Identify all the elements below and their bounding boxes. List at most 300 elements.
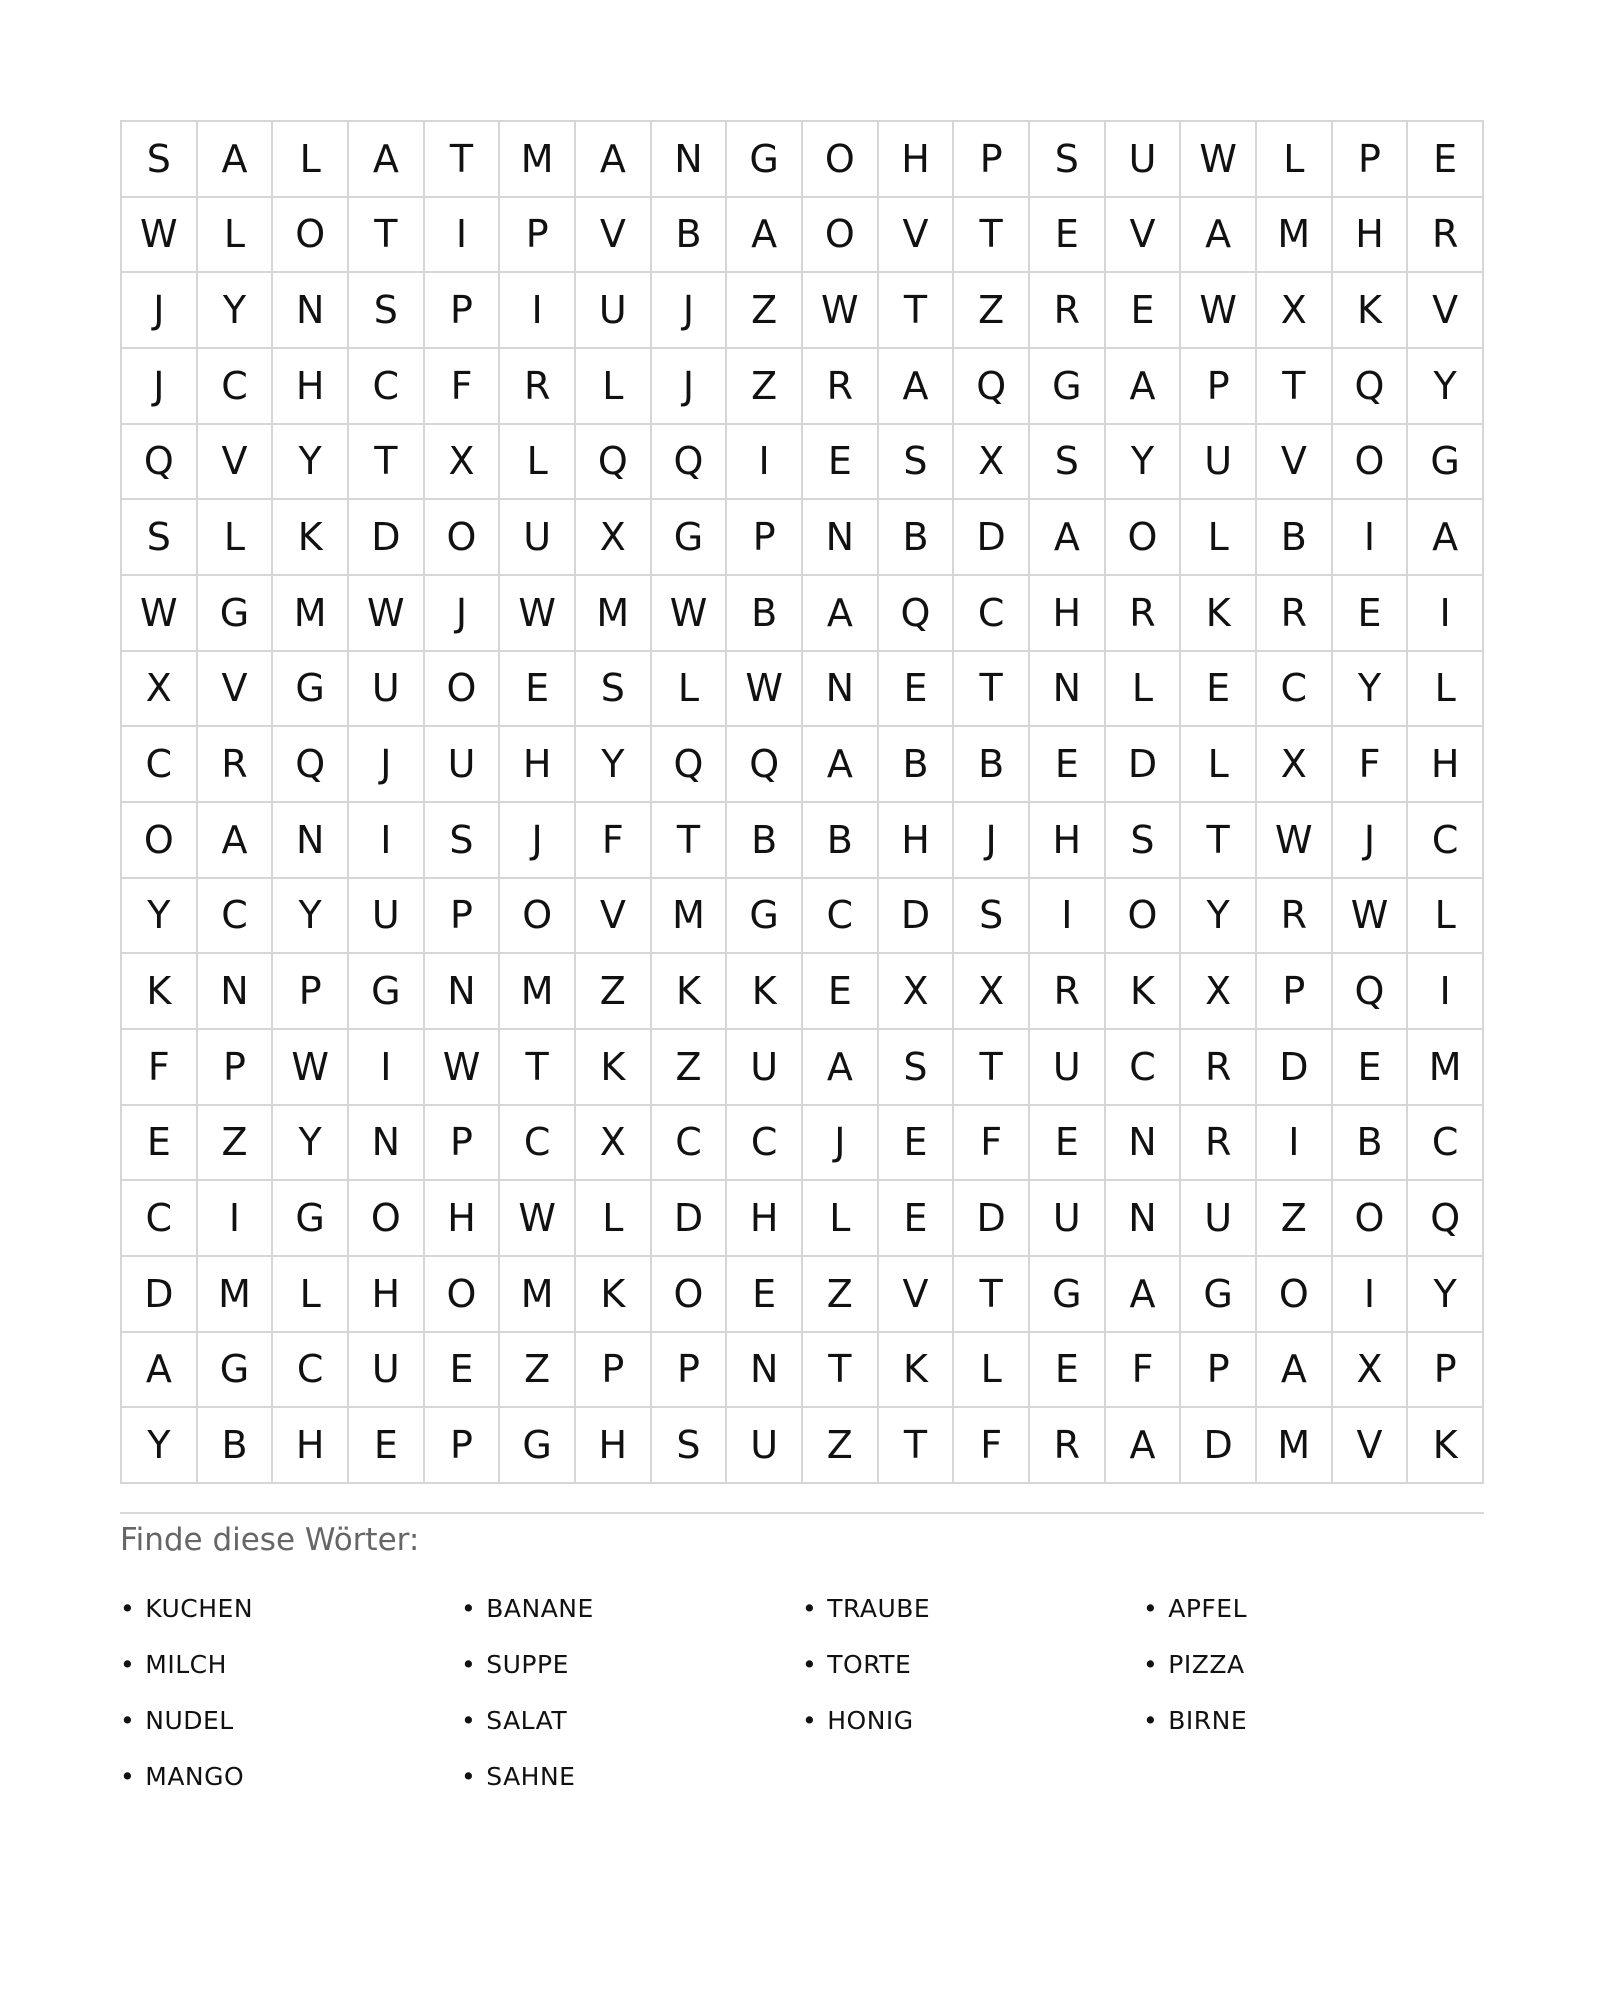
grid-cell[interactable]: X <box>122 652 198 728</box>
grid-cell[interactable]: L <box>273 122 349 198</box>
grid-cell[interactable]: R <box>1181 1106 1257 1182</box>
grid-cell[interactable]: S <box>879 1030 955 1106</box>
grid-cell[interactable]: R <box>1257 879 1333 955</box>
grid-cell[interactable]: C <box>1106 1030 1182 1106</box>
grid-cell[interactable]: B <box>1333 1106 1409 1182</box>
grid-cell[interactable]: V <box>198 652 274 728</box>
grid-cell[interactable]: J <box>954 803 1030 879</box>
grid-cell[interactable]: N <box>1030 652 1106 728</box>
grid-cell[interactable]: T <box>652 803 728 879</box>
grid-cell[interactable]: Q <box>576 425 652 501</box>
grid-cell[interactable]: J <box>349 727 425 803</box>
grid-cell[interactable]: V <box>1106 198 1182 274</box>
grid-cell[interactable]: A <box>576 122 652 198</box>
grid-cell[interactable]: B <box>198 1408 274 1484</box>
grid-cell[interactable]: L <box>500 425 576 501</box>
grid-cell[interactable]: T <box>954 1030 1030 1106</box>
grid-cell[interactable]: G <box>273 1181 349 1257</box>
grid-cell[interactable]: E <box>1030 727 1106 803</box>
grid-cell[interactable]: Q <box>652 727 728 803</box>
grid-cell[interactable]: Z <box>1257 1181 1333 1257</box>
grid-cell[interactable]: H <box>1333 198 1409 274</box>
grid-cell[interactable]: K <box>576 1257 652 1333</box>
grid-cell[interactable]: I <box>1408 954 1484 1030</box>
grid-cell[interactable]: C <box>803 879 879 955</box>
grid-cell[interactable]: I <box>1257 1106 1333 1182</box>
grid-cell[interactable]: R <box>500 349 576 425</box>
grid-cell[interactable]: U <box>1106 122 1182 198</box>
grid-cell[interactable]: P <box>727 500 803 576</box>
grid-cell[interactable]: U <box>349 652 425 728</box>
grid-cell[interactable]: P <box>273 954 349 1030</box>
grid-cell[interactable]: Y <box>576 727 652 803</box>
grid-cell[interactable]: H <box>1030 576 1106 652</box>
grid-cell[interactable]: W <box>652 576 728 652</box>
grid-cell[interactable]: N <box>349 1106 425 1182</box>
grid-cell[interactable]: P <box>500 198 576 274</box>
grid-cell[interactable]: P <box>1408 1333 1484 1409</box>
grid-cell[interactable]: Q <box>1333 349 1409 425</box>
grid-cell[interactable]: Y <box>273 879 349 955</box>
grid-cell[interactable]: S <box>652 1408 728 1484</box>
grid-cell[interactable]: C <box>122 727 198 803</box>
grid-cell[interactable]: U <box>1181 425 1257 501</box>
grid-cell[interactable]: W <box>803 273 879 349</box>
grid-cell[interactable]: I <box>1408 576 1484 652</box>
grid-cell[interactable]: L <box>1181 500 1257 576</box>
grid-cell[interactable]: L <box>1181 727 1257 803</box>
grid-cell[interactable]: T <box>879 273 955 349</box>
grid-cell[interactable]: D <box>879 879 955 955</box>
grid-cell[interactable]: Y <box>122 879 198 955</box>
grid-cell[interactable]: G <box>273 652 349 728</box>
grid-cell[interactable]: R <box>1106 576 1182 652</box>
grid-cell[interactable]: X <box>954 954 1030 1030</box>
grid-cell[interactable]: D <box>954 1181 1030 1257</box>
grid-cell[interactable]: J <box>652 349 728 425</box>
grid-cell[interactable]: X <box>576 1106 652 1182</box>
grid-cell[interactable]: U <box>500 500 576 576</box>
grid-cell[interactable]: I <box>727 425 803 501</box>
grid-cell[interactable]: K <box>879 1333 955 1409</box>
grid-cell[interactable]: S <box>576 652 652 728</box>
grid-cell[interactable]: L <box>1408 879 1484 955</box>
grid-cell[interactable]: Z <box>727 349 803 425</box>
grid-cell[interactable]: E <box>1030 198 1106 274</box>
grid-cell[interactable]: O <box>1106 879 1182 955</box>
grid-cell[interactable]: J <box>122 273 198 349</box>
grid-cell[interactable]: C <box>198 349 274 425</box>
grid-cell[interactable]: M <box>652 879 728 955</box>
grid-cell[interactable]: Z <box>803 1257 879 1333</box>
grid-cell[interactable]: J <box>1333 803 1409 879</box>
grid-cell[interactable]: F <box>425 349 501 425</box>
grid-cell[interactable]: I <box>500 273 576 349</box>
grid-cell[interactable]: D <box>954 500 1030 576</box>
grid-cell[interactable]: G <box>349 954 425 1030</box>
grid-cell[interactable]: E <box>879 1181 955 1257</box>
grid-cell[interactable]: Y <box>1408 349 1484 425</box>
grid-cell[interactable]: R <box>1030 954 1106 1030</box>
grid-cell[interactable]: N <box>425 954 501 1030</box>
grid-cell[interactable]: Q <box>652 425 728 501</box>
grid-cell[interactable]: K <box>727 954 803 1030</box>
grid-cell[interactable]: A <box>198 803 274 879</box>
grid-cell[interactable]: O <box>425 652 501 728</box>
grid-cell[interactable]: V <box>1408 273 1484 349</box>
grid-cell[interactable]: H <box>425 1181 501 1257</box>
grid-cell[interactable]: X <box>1257 727 1333 803</box>
grid-cell[interactable]: D <box>1106 727 1182 803</box>
grid-cell[interactable]: W <box>727 652 803 728</box>
grid-cell[interactable]: R <box>1030 1408 1106 1484</box>
grid-cell[interactable]: R <box>1030 273 1106 349</box>
grid-cell[interactable]: T <box>954 1257 1030 1333</box>
grid-cell[interactable]: G <box>500 1408 576 1484</box>
grid-cell[interactable]: Y <box>1106 425 1182 501</box>
grid-cell[interactable]: H <box>879 122 955 198</box>
grid-cell[interactable]: W <box>273 1030 349 1106</box>
grid-cell[interactable]: W <box>500 1181 576 1257</box>
grid-cell[interactable]: C <box>349 349 425 425</box>
grid-cell[interactable]: W <box>122 576 198 652</box>
grid-cell[interactable]: W <box>1181 122 1257 198</box>
grid-cell[interactable]: G <box>198 1333 274 1409</box>
grid-cell[interactable]: B <box>1257 500 1333 576</box>
grid-cell[interactable]: L <box>198 500 274 576</box>
grid-cell[interactable]: X <box>1257 273 1333 349</box>
grid-cell[interactable]: V <box>879 1257 955 1333</box>
grid-cell[interactable]: F <box>1106 1333 1182 1409</box>
grid-cell[interactable]: X <box>879 954 955 1030</box>
grid-cell[interactable]: C <box>500 1106 576 1182</box>
grid-cell[interactable]: R <box>1181 1030 1257 1106</box>
grid-cell[interactable]: X <box>1181 954 1257 1030</box>
grid-cell[interactable]: P <box>1257 954 1333 1030</box>
grid-cell[interactable]: K <box>1106 954 1182 1030</box>
grid-cell[interactable]: C <box>954 576 1030 652</box>
grid-cell[interactable]: T <box>954 652 1030 728</box>
grid-cell[interactable]: N <box>273 273 349 349</box>
grid-cell[interactable]: G <box>727 879 803 955</box>
grid-cell[interactable]: X <box>576 500 652 576</box>
grid-cell[interactable]: B <box>652 198 728 274</box>
grid-cell[interactable]: Z <box>576 954 652 1030</box>
grid-cell[interactable]: U <box>349 879 425 955</box>
grid-cell[interactable]: T <box>349 425 425 501</box>
grid-cell[interactable]: O <box>803 122 879 198</box>
grid-cell[interactable]: K <box>1408 1408 1484 1484</box>
grid-cell[interactable]: P <box>1333 122 1409 198</box>
grid-cell[interactable]: P <box>425 1408 501 1484</box>
grid-cell[interactable]: A <box>349 122 425 198</box>
grid-cell[interactable]: Y <box>122 1408 198 1484</box>
grid-cell[interactable]: X <box>1333 1333 1409 1409</box>
grid-cell[interactable]: Q <box>122 425 198 501</box>
grid-cell[interactable]: Z <box>652 1030 728 1106</box>
grid-cell[interactable]: A <box>803 1030 879 1106</box>
grid-cell[interactable]: O <box>652 1257 728 1333</box>
grid-cell[interactable]: K <box>652 954 728 1030</box>
grid-cell[interactable]: N <box>1106 1106 1182 1182</box>
grid-cell[interactable]: M <box>500 954 576 1030</box>
grid-cell[interactable]: C <box>652 1106 728 1182</box>
grid-cell[interactable]: L <box>273 1257 349 1333</box>
grid-cell[interactable]: Q <box>727 727 803 803</box>
grid-cell[interactable]: Z <box>954 273 1030 349</box>
grid-cell[interactable]: P <box>425 879 501 955</box>
grid-cell[interactable]: R <box>198 727 274 803</box>
grid-cell[interactable]: T <box>803 1333 879 1409</box>
grid-cell[interactable]: U <box>349 1333 425 1409</box>
grid-cell[interactable]: A <box>727 198 803 274</box>
grid-cell[interactable]: O <box>500 879 576 955</box>
grid-cell[interactable]: F <box>1333 727 1409 803</box>
grid-cell[interactable]: N <box>803 652 879 728</box>
grid-cell[interactable]: C <box>198 879 274 955</box>
grid-cell[interactable]: A <box>1030 500 1106 576</box>
grid-cell[interactable]: M <box>576 576 652 652</box>
grid-cell[interactable]: E <box>1030 1333 1106 1409</box>
grid-cell[interactable]: D <box>1181 1408 1257 1484</box>
grid-cell[interactable]: Y <box>273 1106 349 1182</box>
grid-cell[interactable]: O <box>349 1181 425 1257</box>
grid-cell[interactable]: B <box>954 727 1030 803</box>
grid-cell[interactable]: M <box>1408 1030 1484 1106</box>
grid-cell[interactable]: T <box>425 122 501 198</box>
grid-cell[interactable]: G <box>198 576 274 652</box>
grid-cell[interactable]: S <box>1106 803 1182 879</box>
grid-cell[interactable]: A <box>122 1333 198 1409</box>
grid-cell[interactable]: T <box>1257 349 1333 425</box>
grid-cell[interactable]: H <box>879 803 955 879</box>
grid-cell[interactable]: G <box>727 122 803 198</box>
grid-cell[interactable]: S <box>349 273 425 349</box>
grid-cell[interactable]: Y <box>1333 652 1409 728</box>
grid-cell[interactable]: F <box>954 1106 1030 1182</box>
grid-cell[interactable]: I <box>198 1181 274 1257</box>
grid-cell[interactable]: M <box>273 576 349 652</box>
grid-cell[interactable]: C <box>273 1333 349 1409</box>
grid-cell[interactable]: H <box>273 1408 349 1484</box>
grid-cell[interactable]: V <box>879 198 955 274</box>
grid-cell[interactable]: Z <box>803 1408 879 1484</box>
grid-cell[interactable]: L <box>1257 122 1333 198</box>
grid-cell[interactable]: R <box>1257 576 1333 652</box>
grid-cell[interactable]: E <box>425 1333 501 1409</box>
grid-cell[interactable]: O <box>273 198 349 274</box>
grid-cell[interactable]: S <box>122 500 198 576</box>
grid-cell[interactable]: V <box>576 879 652 955</box>
grid-cell[interactable]: K <box>576 1030 652 1106</box>
grid-cell[interactable]: M <box>1257 198 1333 274</box>
grid-cell[interactable]: B <box>803 803 879 879</box>
grid-cell[interactable]: L <box>954 1333 1030 1409</box>
grid-cell[interactable]: T <box>879 1408 955 1484</box>
grid-cell[interactable]: N <box>273 803 349 879</box>
grid-cell[interactable]: N <box>727 1333 803 1409</box>
grid-cell[interactable]: U <box>727 1030 803 1106</box>
grid-cell[interactable]: G <box>1408 425 1484 501</box>
grid-cell[interactable]: E <box>1408 122 1484 198</box>
grid-cell[interactable]: Y <box>273 425 349 501</box>
grid-cell[interactable]: B <box>879 727 955 803</box>
grid-cell[interactable]: A <box>1106 1257 1182 1333</box>
grid-cell[interactable]: O <box>425 500 501 576</box>
grid-cell[interactable]: E <box>803 425 879 501</box>
grid-cell[interactable]: H <box>727 1181 803 1257</box>
grid-cell[interactable]: W <box>122 198 198 274</box>
grid-cell[interactable]: W <box>425 1030 501 1106</box>
grid-cell[interactable]: S <box>1030 425 1106 501</box>
grid-cell[interactable]: G <box>652 500 728 576</box>
grid-cell[interactable]: M <box>198 1257 274 1333</box>
grid-cell[interactable]: D <box>349 500 425 576</box>
grid-cell[interactable]: V <box>576 198 652 274</box>
grid-cell[interactable]: A <box>1181 198 1257 274</box>
grid-cell[interactable]: F <box>576 803 652 879</box>
grid-cell[interactable]: P <box>954 122 1030 198</box>
grid-cell[interactable]: O <box>425 1257 501 1333</box>
grid-cell[interactable]: Z <box>500 1333 576 1409</box>
grid-cell[interactable]: E <box>727 1257 803 1333</box>
grid-cell[interactable]: G <box>1030 349 1106 425</box>
grid-cell[interactable]: Y <box>1181 879 1257 955</box>
grid-cell[interactable]: E <box>1333 1030 1409 1106</box>
grid-cell[interactable]: H <box>349 1257 425 1333</box>
grid-cell[interactable]: W <box>349 576 425 652</box>
grid-cell[interactable]: D <box>652 1181 728 1257</box>
grid-cell[interactable]: E <box>1333 576 1409 652</box>
grid-cell[interactable]: T <box>500 1030 576 1106</box>
grid-cell[interactable]: S <box>879 425 955 501</box>
grid-cell[interactable]: O <box>1333 1181 1409 1257</box>
grid-cell[interactable]: B <box>727 803 803 879</box>
grid-cell[interactable]: V <box>1333 1408 1409 1484</box>
grid-cell[interactable]: E <box>122 1106 198 1182</box>
grid-cell[interactable]: K <box>273 500 349 576</box>
grid-cell[interactable]: R <box>1408 198 1484 274</box>
grid-cell[interactable]: U <box>425 727 501 803</box>
grid-cell[interactable]: C <box>122 1181 198 1257</box>
grid-cell[interactable]: X <box>954 425 1030 501</box>
grid-cell[interactable]: N <box>803 500 879 576</box>
grid-cell[interactable]: Z <box>198 1106 274 1182</box>
grid-cell[interactable]: L <box>1408 652 1484 728</box>
grid-cell[interactable]: E <box>1030 1106 1106 1182</box>
grid-cell[interactable]: A <box>803 727 879 803</box>
grid-cell[interactable]: T <box>1181 803 1257 879</box>
grid-cell[interactable]: T <box>349 198 425 274</box>
grid-cell[interactable]: Z <box>727 273 803 349</box>
grid-cell[interactable]: F <box>122 1030 198 1106</box>
grid-cell[interactable]: P <box>576 1333 652 1409</box>
grid-cell[interactable]: K <box>1181 576 1257 652</box>
grid-cell[interactable]: L <box>803 1181 879 1257</box>
grid-cell[interactable]: P <box>425 273 501 349</box>
grid-cell[interactable]: E <box>803 954 879 1030</box>
grid-cell[interactable]: I <box>425 198 501 274</box>
grid-cell[interactable]: I <box>1030 879 1106 955</box>
grid-cell[interactable]: D <box>122 1257 198 1333</box>
grid-cell[interactable]: L <box>1106 652 1182 728</box>
grid-cell[interactable]: P <box>1181 1333 1257 1409</box>
grid-cell[interactable]: S <box>425 803 501 879</box>
grid-cell[interactable]: P <box>1181 349 1257 425</box>
grid-cell[interactable]: X <box>425 425 501 501</box>
grid-cell[interactable]: C <box>1408 803 1484 879</box>
grid-cell[interactable]: C <box>1257 652 1333 728</box>
grid-cell[interactable]: P <box>652 1333 728 1409</box>
grid-cell[interactable]: C <box>727 1106 803 1182</box>
grid-cell[interactable]: S <box>954 879 1030 955</box>
grid-cell[interactable]: P <box>198 1030 274 1106</box>
grid-cell[interactable]: A <box>803 576 879 652</box>
grid-cell[interactable]: A <box>879 349 955 425</box>
grid-cell[interactable]: I <box>1333 1257 1409 1333</box>
grid-cell[interactable]: E <box>879 652 955 728</box>
grid-cell[interactable]: U <box>1181 1181 1257 1257</box>
grid-cell[interactable]: T <box>954 198 1030 274</box>
grid-cell[interactable]: Q <box>273 727 349 803</box>
grid-cell[interactable]: H <box>1408 727 1484 803</box>
grid-cell[interactable]: A <box>1408 500 1484 576</box>
grid-cell[interactable]: G <box>1030 1257 1106 1333</box>
grid-cell[interactable]: R <box>803 349 879 425</box>
grid-cell[interactable]: A <box>1106 349 1182 425</box>
grid-cell[interactable]: M <box>500 1257 576 1333</box>
grid-cell[interactable]: Q <box>1408 1181 1484 1257</box>
grid-cell[interactable]: O <box>1333 425 1409 501</box>
grid-cell[interactable]: M <box>1257 1408 1333 1484</box>
grid-cell[interactable]: E <box>349 1408 425 1484</box>
grid-cell[interactable]: U <box>576 273 652 349</box>
grid-cell[interactable]: B <box>879 500 955 576</box>
grid-cell[interactable]: S <box>122 122 198 198</box>
grid-cell[interactable]: H <box>1030 803 1106 879</box>
grid-cell[interactable]: I <box>349 1030 425 1106</box>
grid-cell[interactable]: E <box>500 652 576 728</box>
grid-cell[interactable]: W <box>1333 879 1409 955</box>
grid-cell[interactable]: D <box>1257 1030 1333 1106</box>
grid-cell[interactable]: E <box>879 1106 955 1182</box>
grid-cell[interactable]: O <box>803 198 879 274</box>
grid-cell[interactable]: U <box>1030 1181 1106 1257</box>
grid-cell[interactable]: Y <box>198 273 274 349</box>
grid-cell[interactable]: A <box>1257 1333 1333 1409</box>
grid-cell[interactable]: J <box>803 1106 879 1182</box>
grid-cell[interactable]: J <box>122 349 198 425</box>
grid-cell[interactable]: H <box>273 349 349 425</box>
grid-cell[interactable]: F <box>954 1408 1030 1484</box>
grid-cell[interactable]: Q <box>879 576 955 652</box>
grid-cell[interactable]: H <box>500 727 576 803</box>
grid-cell[interactable]: L <box>576 1181 652 1257</box>
grid-cell[interactable]: O <box>1257 1257 1333 1333</box>
grid-cell[interactable]: N <box>198 954 274 1030</box>
grid-cell[interactable]: U <box>727 1408 803 1484</box>
grid-cell[interactable]: U <box>1030 1030 1106 1106</box>
grid-cell[interactable]: L <box>576 349 652 425</box>
grid-cell[interactable]: H <box>576 1408 652 1484</box>
grid-cell[interactable]: K <box>1333 273 1409 349</box>
grid-cell[interactable]: O <box>1106 500 1182 576</box>
grid-cell[interactable]: N <box>1106 1181 1182 1257</box>
grid-cell[interactable]: B <box>727 576 803 652</box>
grid-cell[interactable]: S <box>1030 122 1106 198</box>
grid-cell[interactable]: V <box>1257 425 1333 501</box>
grid-cell[interactable]: I <box>349 803 425 879</box>
